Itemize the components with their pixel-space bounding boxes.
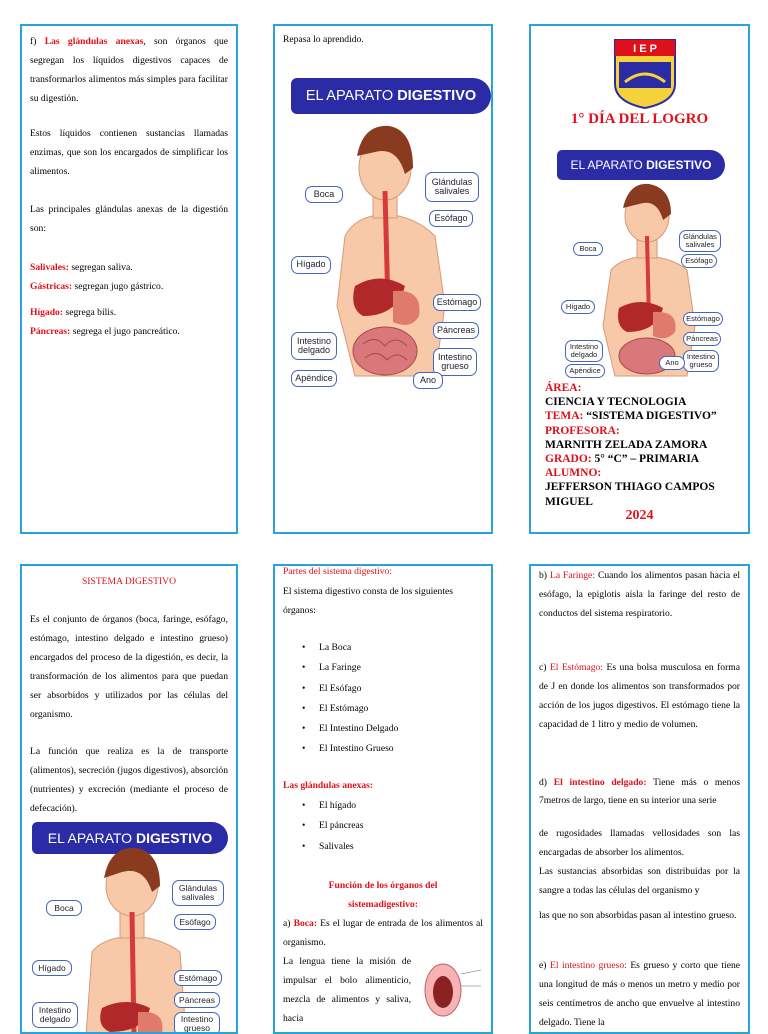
grado-row: GRADO: 5° “C” – PRIMARIA xyxy=(545,453,700,466)
cover-digestive-figure xyxy=(551,150,741,380)
area-label: ÁREA: xyxy=(545,382,582,394)
part-item: • La Boca xyxy=(319,638,483,658)
cover-label-intestino-grueso: Intestino grueso xyxy=(683,350,719,372)
cover-label-apendice: Apéndice xyxy=(565,364,605,378)
faringe-paragraph: b) La Faringe: Cuando los alimentos pasan hacia el esófago, la epiglotis aísla la faringe del resto de conductos del sistema respiratorio. xyxy=(539,570,740,619)
annex-glands-list xyxy=(301,796,483,857)
area-value: CIENCIA Y TECNOLOGIA xyxy=(545,396,687,409)
mouth-illustration xyxy=(415,956,485,1026)
glands-heading: Las glándulas anexas: xyxy=(283,780,374,791)
boca-paragraph: a) Boca: Es el lugar de entrada de los alimentos al organismo. xyxy=(283,918,483,948)
cover-figure-banner: EL APARATO DIGESTIVO xyxy=(557,150,725,180)
item-f-prefix: f) xyxy=(30,36,37,47)
label-boca: Boca xyxy=(305,186,343,203)
panel-partes xyxy=(273,564,493,1034)
item-f-title: Las glándulas anexas xyxy=(44,36,144,47)
gland-gastricas: Gástricas: segregan jugo gástrico. xyxy=(30,281,164,292)
label-apendice: Apéndice xyxy=(291,370,337,387)
definition-paragraph: Es el conjunto de órganos (boca, faringe, esófago, estómago, intestino delgado e intestino grueso) encargados del proceso de la digestión, es decir, la transformación de los alimentos para que puedan ser absorbidos y utilizados por las células del organismo. xyxy=(30,614,228,720)
grueso-paragraph: e) El intestino grueso: Es grueso y corto que tiene una longitud de más o menos un metro y medio por seis centímetros de ancho que envuelve al intestino delgado. Tiene la xyxy=(539,960,741,1028)
gland-item: • El hígado xyxy=(319,796,483,816)
year: 2024 xyxy=(625,508,654,523)
gland-pancreas: Páncreas: segrega el jugo pancreático. xyxy=(30,326,180,337)
gland-higado: Hígado: segrega bilis. xyxy=(30,307,117,318)
panel-glandulas-anexas xyxy=(20,24,238,534)
part-item: • El Esófago xyxy=(319,679,483,699)
label-ano: Ano xyxy=(413,372,443,389)
cover-label-intestino-delgado: Intestino delgado xyxy=(565,340,603,362)
panel4-label-intestino-delgado: Intestino delgado xyxy=(32,1002,78,1028)
cover-label-boca: Boca xyxy=(573,242,603,256)
svg-text:I E P: I E P xyxy=(633,43,657,55)
label-intestino-grueso: Intestino grueso xyxy=(433,348,477,376)
parts-intro: El sistema digestivo consta de los siguientes órganos: xyxy=(283,586,453,616)
panel4-digestive-figure xyxy=(26,822,236,1034)
panel4-label-boca: Boca xyxy=(46,900,82,916)
cover-info xyxy=(545,381,742,509)
item-f-text: , son órganos que segregan los líquidos digestivos capaces de transformarlos alimentos más simples para facilitar su digestión. xyxy=(30,36,229,104)
cover-label-pancreas: Páncreas xyxy=(683,332,721,346)
item-f-paragraph xyxy=(30,32,228,108)
label-intestino-delgado: Intestino delgado xyxy=(291,332,337,360)
estomago-paragraph: c) El Estómago: Es una bolsa musculosa en forma de J en donde los alimentos son transformados por acción de los jugos digestivos. El estómago tiene la capacidad de 1 litro y medio de volumen. xyxy=(539,662,741,730)
cover-label-glandulas-salivales: Glándulas salivales xyxy=(679,230,721,252)
profesora-value: MARNITH ZELADA ZAMORA xyxy=(545,438,708,451)
label-estomago: Estómago xyxy=(433,294,481,311)
part-item: • La Faringe xyxy=(319,658,483,678)
day-title: 1° DÍA DEL LOGRO xyxy=(570,111,709,127)
label-higado: Hígado xyxy=(291,256,331,274)
label-pancreas: Páncreas xyxy=(433,322,479,339)
panel-cover xyxy=(529,24,750,534)
delgado-paragraph-2: de rugosidades llamadas vellosidades son las encargadas de absorber los alimentos. xyxy=(539,828,740,858)
function-paragraph: La función que realiza es la de transporte (alimentos), secreción (jugos digestivos), absorción (nutrientes) y excreción (mediante el proceso de defecación). xyxy=(30,746,228,814)
panel-sistema-digestivo xyxy=(20,564,238,1034)
enzymes-paragraph: Estos líquidos contienen sustancias llamadas enzimas, que son los encargados de simplificar los alimentos. xyxy=(30,128,228,177)
panel4-label-esofago: Esófago xyxy=(174,914,216,930)
alumno-label: ALUMNO: xyxy=(545,467,602,480)
digestive-figure xyxy=(285,76,485,396)
panel4-label-glandulas-salivales: Glándulas salivales xyxy=(172,880,224,906)
panel4-label-estomago: Estómago xyxy=(174,970,222,986)
profesora-label: PROFESORA: xyxy=(545,424,620,437)
panel4-heading: SISTEMA DIGESTIVO xyxy=(81,576,177,587)
delgado-paragraph-4: las que no son absorbidas pasan al intestino grueso. xyxy=(539,910,737,921)
cover-label-estomago: Estómago xyxy=(683,312,723,326)
alumno-value: JEFFERSON THIAGO CAMPOS MIGUEL xyxy=(545,481,715,508)
part-item: • El Intestino Grueso xyxy=(319,739,483,759)
part-item: • El Intestino Delgado xyxy=(319,719,483,739)
function-heading: Función de los órganos del sistemadigestivo: xyxy=(328,880,438,910)
gland-item: • El páncreas xyxy=(319,816,483,836)
delgado-paragraph: d) El intestino delgado: Tiene más o menos 7metros de largo, tiene en su interior una serie xyxy=(539,777,740,806)
panel4-figure-banner: EL APARATO DIGESTIVO xyxy=(32,822,228,854)
figure-banner: EL APARATO DIGESTIVO xyxy=(291,78,491,114)
cover-label-ano: Ano xyxy=(659,356,685,370)
gland-salivales: Salivales: segregan saliva. xyxy=(30,262,133,273)
panel4-label-pancreas: Páncreas xyxy=(174,992,220,1008)
school-logo xyxy=(613,38,677,110)
label-esofago: Esófago xyxy=(429,210,473,227)
tema-row: TEMA: “SISTEMA DIGESTIVO” xyxy=(545,410,717,423)
panel-funciones xyxy=(529,564,750,1034)
cover-label-esofago: Esófago xyxy=(681,254,717,268)
panel-repaso xyxy=(273,24,493,534)
panel4-label-higado: Hígado xyxy=(32,960,72,976)
label-glandulas-salivales: Glándulas salivales xyxy=(425,172,479,202)
parts-list xyxy=(301,638,483,760)
part-item: • El Estómago xyxy=(319,699,483,719)
cover-label-higado: Hígado xyxy=(561,300,595,314)
lengua-paragraph: La lengua tiene la misión de impulsar el bolo alimenticio, mezcla de alimentos y saliva, hacia xyxy=(283,956,411,1024)
review-text: Repasa lo aprendido. xyxy=(283,34,364,45)
delgado-paragraph-3: Las sustancias absorbidas son distribuidas por la sangre a todas las células del organismo y xyxy=(539,866,740,896)
glands-intro: Las principales glándulas anexas de la digestión son: xyxy=(30,204,228,234)
parts-heading: Partes del sistema digestivo: xyxy=(283,566,392,577)
gland-item: • Salivales xyxy=(319,837,483,857)
glands-list xyxy=(30,258,228,341)
panel4-label-intestino-grueso: Intestino grueso xyxy=(174,1012,220,1034)
